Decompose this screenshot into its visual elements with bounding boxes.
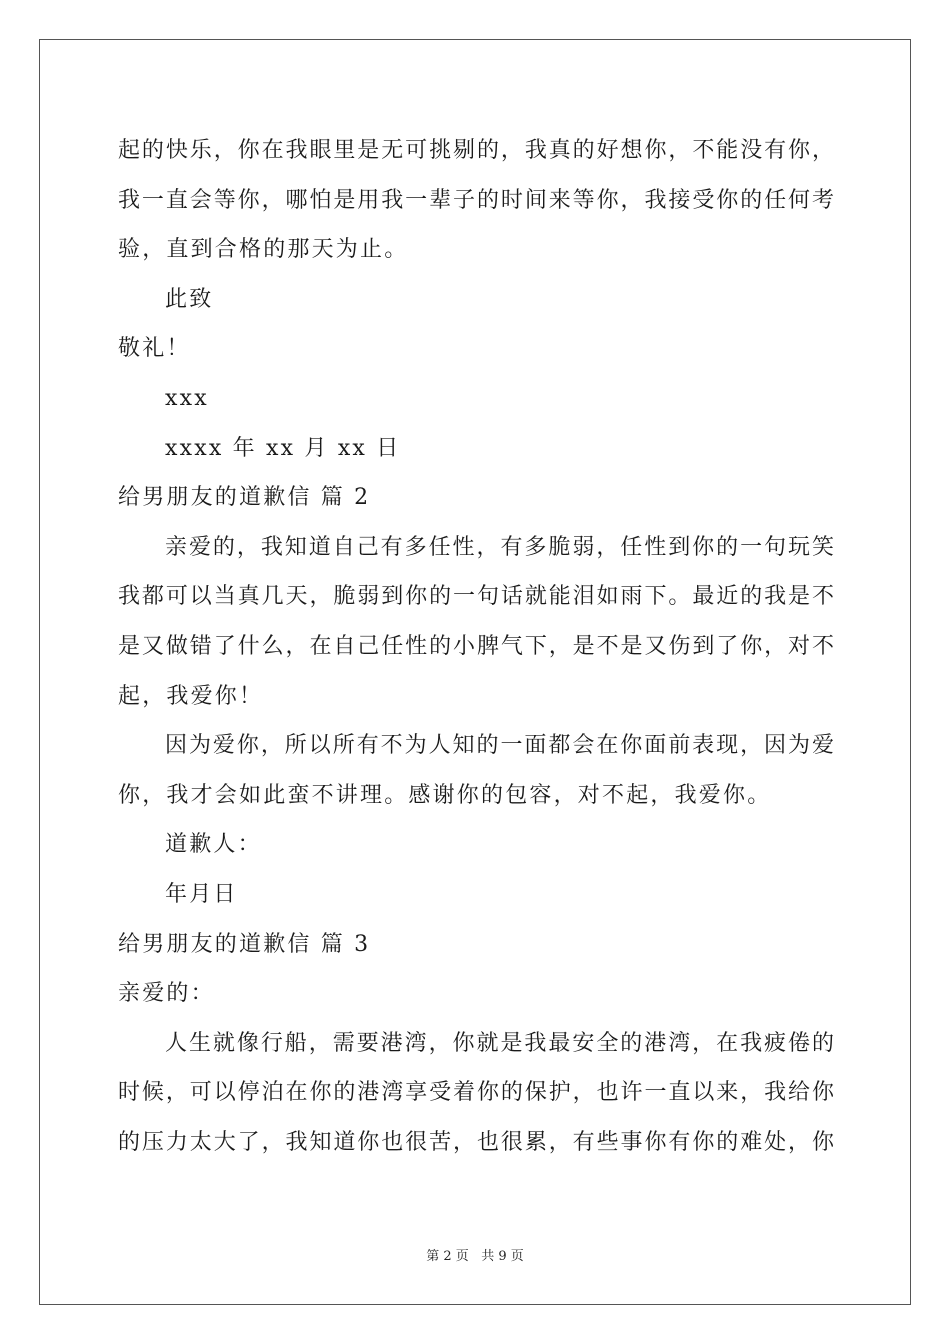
text-line: 我一直会等你，哪怕是用我一辈子的时间来等你，我接受你的任何考: [118, 187, 834, 213]
document-body: [118, 126, 834, 1167]
page-total: 共 9 页: [481, 1249, 524, 1264]
text-line: 起的快乐，你在我眼里是无可挑剔的，我真的好想你，不能没有你，: [118, 138, 834, 163]
text-line: xxxx 年 xx 月 xx 日: [165, 435, 401, 461]
text-line: 你，我才会如此蛮不讲理。感谢你的包容，对不起，我爱你。: [118, 782, 772, 808]
text-line: 给男朋友的道歉信 篇 3: [118, 931, 371, 957]
text-line: 敬礼！: [118, 336, 191, 362]
text-line: 是又做错了什么，在自己任性的小脾气下，是不是又伤到了你，对不: [118, 633, 834, 659]
text-line: 给男朋友的道歉信 篇 2: [118, 485, 371, 511]
text-line: 起，我爱你！: [118, 683, 264, 709]
text-line: 年月日: [165, 881, 238, 907]
text-line: 的压力太大了，我知道你也很苦，也很累，有些事你有你的难处，你: [118, 1129, 834, 1155]
text-line: 时候，可以停泊在你的港湾享受着你的保护，也许一直以来，我给你: [118, 1080, 834, 1106]
text-line: 验，直到合格的那天为止。: [118, 237, 409, 263]
text-line: 此致: [165, 286, 214, 312]
page-number: 第 2 页: [426, 1249, 469, 1264]
text-line: xxx: [165, 385, 209, 411]
page-footer: [0, 1248, 950, 1266]
text-line: 人生就像行船，需要港湾，你就是我最安全的港湾，在我疲倦的: [165, 1030, 834, 1056]
text-line: 亲爱的，我知道自己有多任性，有多脆弱，任性到你的一句玩笑: [165, 534, 834, 560]
text-line: 我都可以当真几天，脆弱到你的一句话就能泪如雨下。最近的我是不: [118, 584, 834, 610]
text-line: 道歉人：: [165, 832, 262, 858]
text-line: 亲爱的：: [118, 981, 215, 1007]
text-line: 因为爱你，所以所有不为人知的一面都会在你面前表现，因为爱: [165, 733, 834, 759]
